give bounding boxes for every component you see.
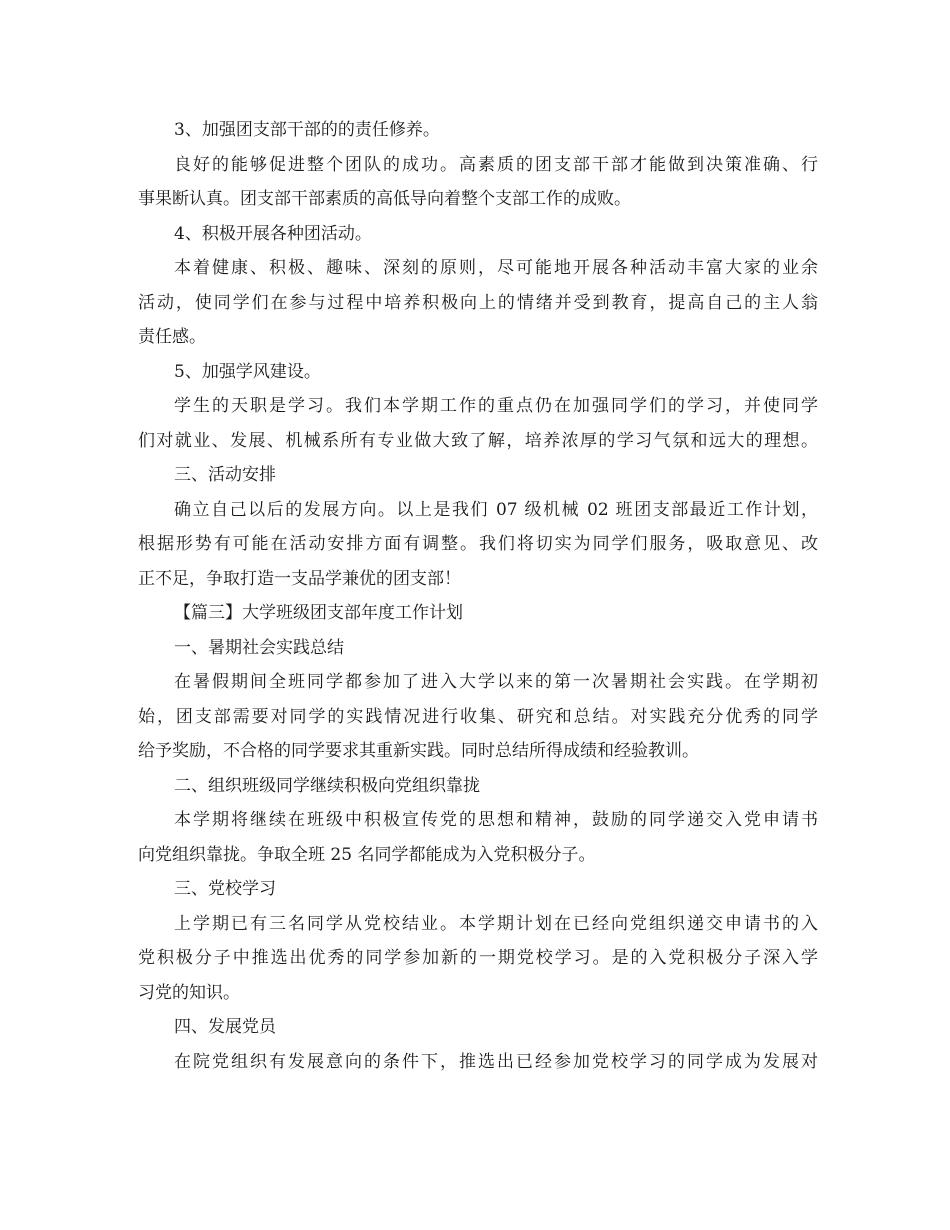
text-line: 本学期将继续在班级中积极宣传党的思想和精神，鼓励的同学递交入党申请书 [174, 810, 818, 830]
text-line: 一、暑期社会实践总结 [174, 637, 344, 658]
text-line: 三、活动安排 [174, 465, 276, 485]
text-line: 向党组织靠拢。争取全班 25 名同学都能成为入党积极分子。 [138, 844, 596, 865]
text-line: 学生的天职是学习。我们本学期工作的重点仍在加强同学们的学习，并使同学 [174, 396, 818, 416]
text-line: 四、发展党员 [174, 1017, 276, 1037]
text-line: 活动，使同学们在参与过程中培养积极向上的情绪并受到教育，提高自己的主人翁 [138, 292, 818, 313]
text-line: 良好的能够促进整个团队的成功。高素质的团支部干部才能做到决策准确、行 [174, 154, 818, 175]
text-line: 根据形势有可能在活动安排方面有调整。我们将切实为同学们服务，吸取意见、改 [138, 534, 818, 554]
text-line: 确立自己以后的发展方向。以上是我们 07 级机械 02 班团支部最近工作计划， [174, 499, 818, 520]
text-line: 本着健康、积极、趣味、深刻的原则，尽可能地开展各种活动丰富大家的业余 [174, 258, 818, 278]
text-line: 们对就业、发展、机械系所有专业做大致了解，培养浓厚的学习气氛和远大的理想。 [138, 430, 818, 451]
text-line: 【篇三】大学班级团支部年度工作计划 [174, 603, 463, 623]
text-line: 在院党组织有发展意向的条件下，推选出已经参加党校学习的同学成为发展对 [174, 1051, 818, 1072]
text-line: 给予奖励，不合格的同学要求其重新实践。同时总结所得成绩和经验教训。 [138, 741, 699, 761]
document-body [138, 113, 818, 1079]
text-line: 4、积极开展各种团活动。 [174, 223, 372, 244]
text-line: 正不足，争取打造一支品学兼优的团支部！ [138, 568, 461, 589]
text-line: 5、加强学风建设。 [174, 361, 321, 382]
text-line: 在暑假期间全班同学都参加了进入大学以来的第一次暑期社会实践。在学期初 [174, 672, 818, 692]
text-line: 三、党校学习 [174, 879, 276, 899]
text-line: 习党的知识。 [138, 982, 240, 1003]
text-line: 事果断认真。团支部干部素质的高低导向着整个支部工作的成败。 [138, 189, 631, 209]
text-line: 3、加强团支部干部的的责任修养。 [174, 120, 440, 140]
text-line: 责任感。 [138, 327, 206, 347]
text-line: 始，团支部需要对同学的实践情况进行收集、研究和总结。对实践充分优秀的同学 [138, 706, 818, 727]
text-line: 上学期已有三名同学从党校结业。本学期计划在已经向党组织递交申请书的入 [174, 913, 818, 934]
text-line: 二、组织班级同学继续积极向党组织靠拢 [174, 775, 480, 796]
text-line: 党积极分子中推选出优秀的同学参加新的一期党校学习。是的入党积极分子深入学 [138, 948, 818, 968]
